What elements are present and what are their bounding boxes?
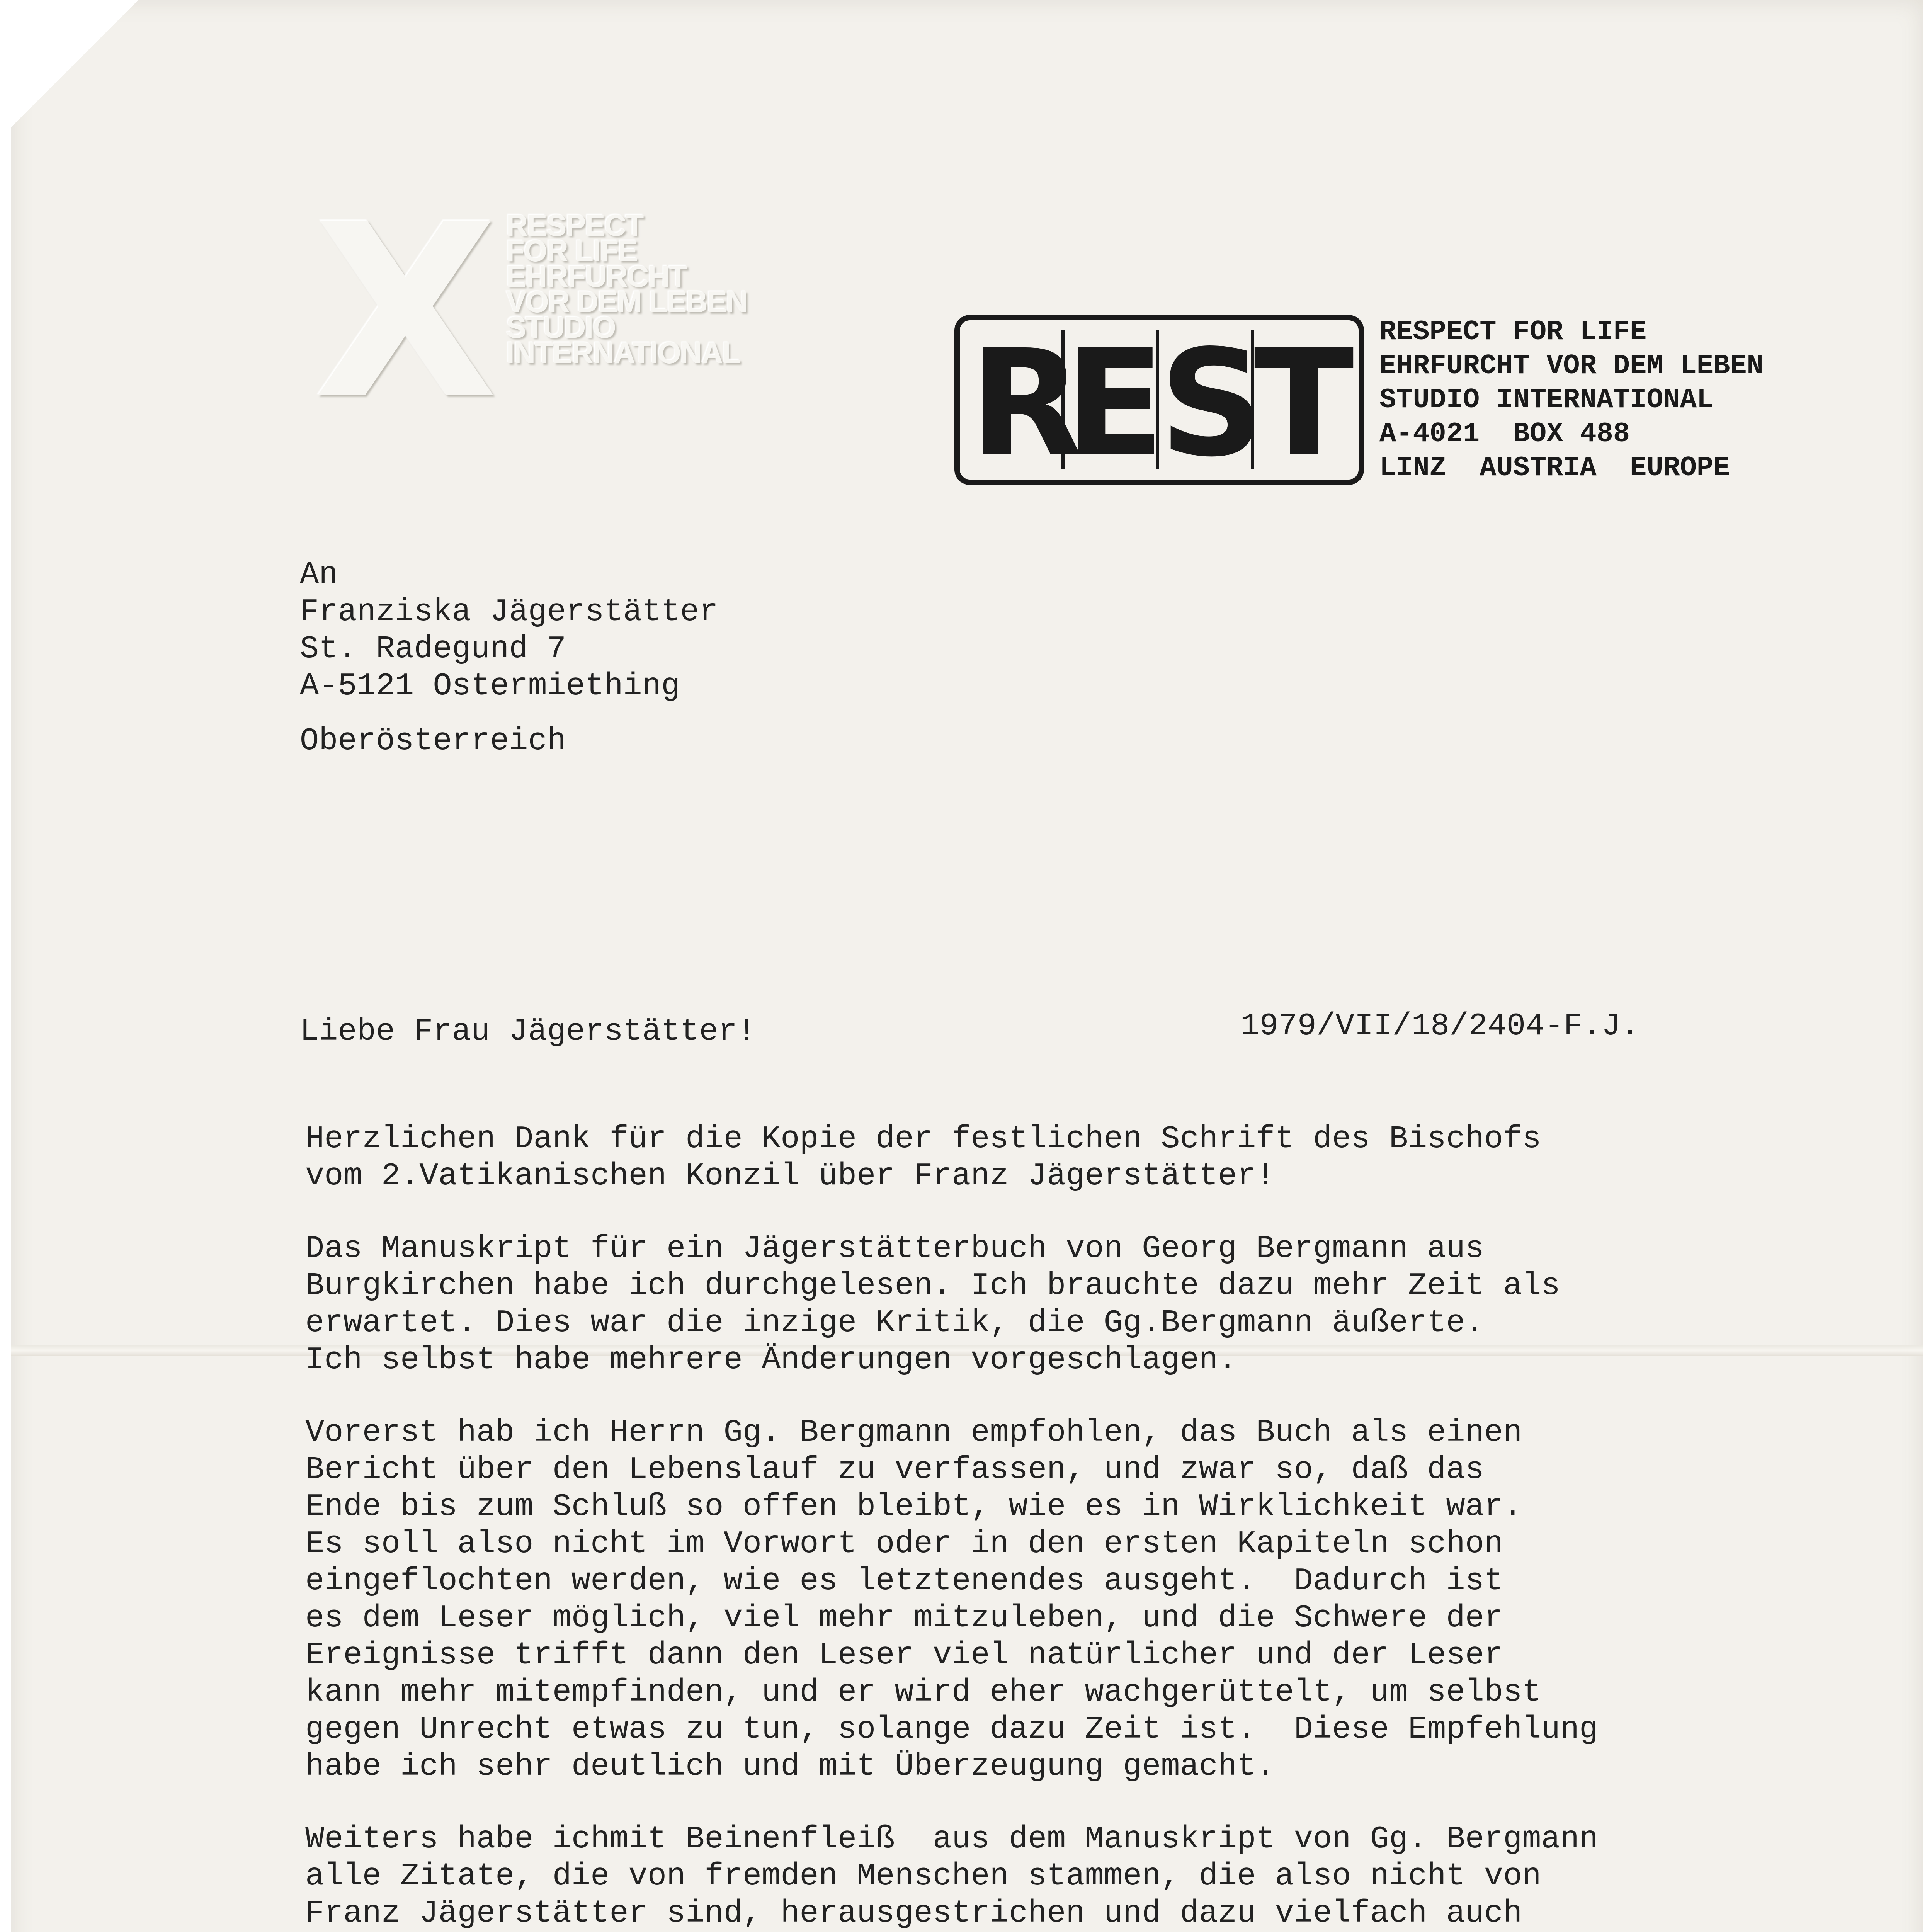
sender-address <box>1379 315 1764 485</box>
paragraph <box>305 1414 1909 1785</box>
text-line: erwartet. Dies war die inzige Kritik, die Gg.Bergmann äußerte. <box>305 1305 1484 1341</box>
emboss-line: FOR LIFE <box>506 234 638 268</box>
text-line: Ende bis zum Schluß so offen bleibt, wie es in Wirklichkeit war. <box>305 1489 1522 1525</box>
text-line: habe ich sehr deutlich und mit Überzeugung gemacht. <box>305 1748 1275 1784</box>
text-line: Das Manuskript für ein Jägerstätterbuch von Georg Bergmann aus <box>305 1231 1484 1267</box>
text-line: Es soll also nicht im Vorwort oder in den ersten Kapiteln schon <box>305 1526 1503 1562</box>
sender-line: LINZ AUSTRIA EUROPE <box>1379 452 1730 484</box>
emboss-line: RESPECT <box>506 208 643 242</box>
salutation: Liebe Frau Jägerstätter! <box>300 1014 756 1049</box>
text-line: Vorerst hab ich Herrn Gg. Bergmann empfohlen, das Buch als einen <box>305 1415 1522 1451</box>
recipient-address <box>300 556 718 760</box>
text-line: Ereignisse trifft dann den Leser viel natürlicher und der Leser <box>305 1637 1503 1673</box>
recipient-line: A-5121 Ostermiething <box>300 668 680 704</box>
embossed-letterhead <box>301 173 765 452</box>
recipient-line <box>300 705 718 723</box>
embossed-lines <box>506 208 748 370</box>
text-line: Bericht über den Lebenslauf zu verfassen, und zwar so, daß das <box>305 1452 1484 1488</box>
reference-number: 1979/VII/18/2404-F.J. <box>1240 1008 1640 1044</box>
emboss-line: EHRFURCHT <box>506 259 687 293</box>
text-line: alle Zitate, die von fremden Menschen stammen, die also nicht von <box>305 1858 1541 1894</box>
emboss-line: INTERNATIONAL <box>506 336 740 370</box>
text-line: es dem Leser möglich, viel mehr mitzuleben, und die Schwere der <box>305 1600 1503 1636</box>
emboss-line: VOR DEM LEBEN <box>506 285 748 319</box>
logo-letter: S <box>1159 318 1265 489</box>
recipient-line: Oberösterreich <box>300 723 566 759</box>
embossed-x-logo: X <box>313 173 498 452</box>
emboss-line: STUDIO <box>506 310 616 344</box>
text-line: Franz Jägerstätter sind, herausgestrichen und dazu vielfach auch <box>305 1895 1522 1931</box>
paragraph <box>305 1821 1909 1932</box>
recipient-line: An <box>300 557 338 593</box>
sender-line: A-4021 BOX 488 <box>1379 418 1630 450</box>
paragraph <box>305 1121 1909 1195</box>
recipient-line: Franziska Jägerstätter <box>300 594 718 630</box>
paragraph <box>305 1230 1909 1379</box>
logo-letter: E <box>1065 318 1165 489</box>
text-line: Burgkirchen habe ich durchgelesen. Ich brauchte dazu mehr Zeit als <box>305 1268 1560 1304</box>
logo-letter: T <box>1254 318 1354 489</box>
text-line: eingeflochten werden, wie es letztenendes ausgeht. Dadurch ist <box>305 1563 1503 1599</box>
text-line: Herzlichen Dank für die Kopie der festlichen Schrift des Bischofs <box>305 1121 1541 1157</box>
recipient-line: St. Radegund 7 <box>300 631 566 667</box>
sender-line: STUDIO INTERNATIONAL <box>1379 384 1714 416</box>
text-line: kann mehr mitempfinden, und er wird eher wachgerüttelt, um selbst <box>305 1674 1541 1710</box>
letter-body <box>305 1121 1909 1932</box>
text-line: vom 2.Vatikanischen Konzil über Franz Jägerstätter! <box>305 1158 1275 1194</box>
logo-letter: R <box>970 318 1083 489</box>
sender-line: EHRFURCHT VOR DEM LEBEN <box>1379 350 1764 382</box>
text-line: gegen Unrecht etwas zu tun, solange dazu Zeit ist. Diese Empfehlung <box>305 1711 1599 1747</box>
rest-stamp-logo <box>954 315 1364 489</box>
text-line: Weiters habe ichmit Beinenfleiß aus dem Manuskript von Gg. Bergmann <box>305 1821 1599 1857</box>
sender-line: RESPECT FOR LIFE <box>1379 316 1647 348</box>
text-line: Ich selbst habe mehrere Änderungen vorgeschlagen. <box>305 1342 1237 1378</box>
